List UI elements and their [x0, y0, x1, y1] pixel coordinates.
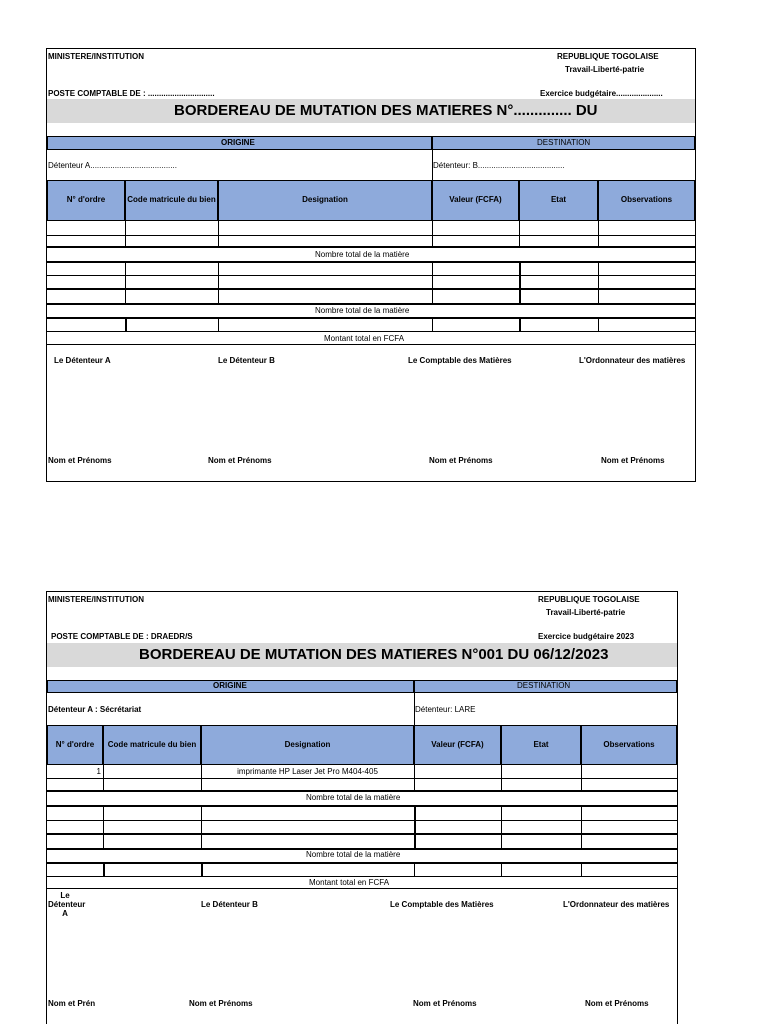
republique-label: REPUBLIQUE TOGOLAISE	[557, 52, 659, 61]
signature-comptable: Le Comptable des Matières	[408, 356, 512, 365]
signature-ordonnateur: L'Ordonnateur des matières	[563, 900, 670, 909]
republique-label: REPUBLIQUE TOGOLAISE	[538, 595, 640, 604]
nom-prenoms-4: Nom et Prénoms	[601, 456, 665, 465]
total-matiere-label-2: Nombre total de la matière	[315, 306, 410, 315]
nom-prenoms-3: Nom et Prénoms	[413, 999, 477, 1008]
col-header-code: Code matricule du bien	[107, 739, 197, 749]
col-header-valeur: Valeur (FCFA)	[431, 739, 484, 749]
total-matiere-label-1: Nombre total de la matière	[315, 250, 410, 259]
detenteur-b-field: Détenteur: LARE	[415, 705, 476, 714]
destination-label: DESTINATION	[517, 681, 571, 690]
montant-total-label: Montant total en FCFA	[324, 334, 405, 343]
ministere-label: MINISTERE/INSTITUTION	[48, 52, 144, 61]
ministere-label: MINISTERE/INSTITUTION	[48, 595, 144, 604]
signature-ordonnateur: L'Ordonnateur des matières	[579, 356, 686, 365]
signature-detenteur-b: Le Détenteur B	[201, 900, 258, 909]
col-header-observations: Observations	[620, 195, 673, 205]
poste-comptable-label: POSTE COMPTABLE DE : ..............................	[48, 89, 215, 98]
nom-prenoms-1: Nom et Prén	[48, 999, 96, 1008]
col-header-observations: Observations	[603, 739, 655, 749]
col-header-ordre: N° d'ordre	[66, 195, 106, 205]
nom-prenoms-3: Nom et Prénoms	[429, 456, 493, 465]
signature-comptable: Le Comptable des Matières	[390, 900, 494, 909]
poste-comptable-label: POSTE COMPTABLE DE : DRAEDR/S	[51, 632, 193, 641]
devise-label: Travail-Liberté-patrie	[565, 65, 645, 74]
destination-label: DESTINATION	[537, 138, 591, 147]
detenteur-a-field: Détenteur A.......................................	[48, 161, 177, 170]
col-header-valeur: Valeur (FCFA)	[449, 195, 502, 205]
mutation-form-filled	[46, 591, 678, 1024]
signature-detenteur-b: Le Détenteur B	[218, 356, 275, 365]
signature-detenteur-a: Le Détenteur A	[48, 891, 86, 918]
total-matiere-label-2: Nombre total de la matière	[306, 850, 401, 859]
origine-label: ORIGINE	[213, 681, 247, 690]
col-header-etat: Etat	[550, 195, 567, 205]
col-header-code: Code matricule du bien	[127, 195, 216, 205]
montant-total-label: Montant total en FCFA	[309, 878, 390, 887]
col-header-designation: Designation	[302, 195, 348, 205]
exercice-label: Exercice budgétaire.....................	[540, 89, 663, 98]
detenteur-b-field: Détenteur: B.......................................	[433, 161, 565, 170]
origine-label: ORIGINE	[221, 138, 255, 147]
mutation-form-blank	[46, 48, 696, 482]
signature-detenteur-a: Le Détenteur A	[54, 356, 111, 365]
row-ordre-cell: 1	[96, 767, 101, 776]
nom-prenoms-1: Nom et Prénoms	[48, 456, 112, 465]
col-header-etat: Etat	[533, 739, 549, 749]
col-header-designation: Designation	[284, 739, 331, 749]
detenteur-a-field: Détenteur A : Sécrétariat	[48, 705, 142, 714]
nom-prenoms-4: Nom et Prénoms	[585, 999, 649, 1008]
row-designation-cell: imprimante HP Laser Jet Pro M404-405	[237, 767, 378, 776]
nom-prenoms-2: Nom et Prénoms	[189, 999, 253, 1008]
form-title: BORDEREAU DE MUTATION DES MATIERES N°.............. DU	[174, 102, 598, 119]
col-header-ordre: N° d'ordre	[55, 739, 95, 749]
devise-label: Travail-Liberté-patrie	[546, 608, 626, 617]
exercice-label: Exercice budgétaire 2023	[538, 632, 635, 641]
total-matiere-label-1: Nombre total de la matière	[306, 793, 401, 802]
form-title: BORDEREAU DE MUTATION DES MATIERES N°001 DU 06/12/2023	[139, 646, 609, 663]
nom-prenoms-2: Nom et Prénoms	[208, 456, 272, 465]
